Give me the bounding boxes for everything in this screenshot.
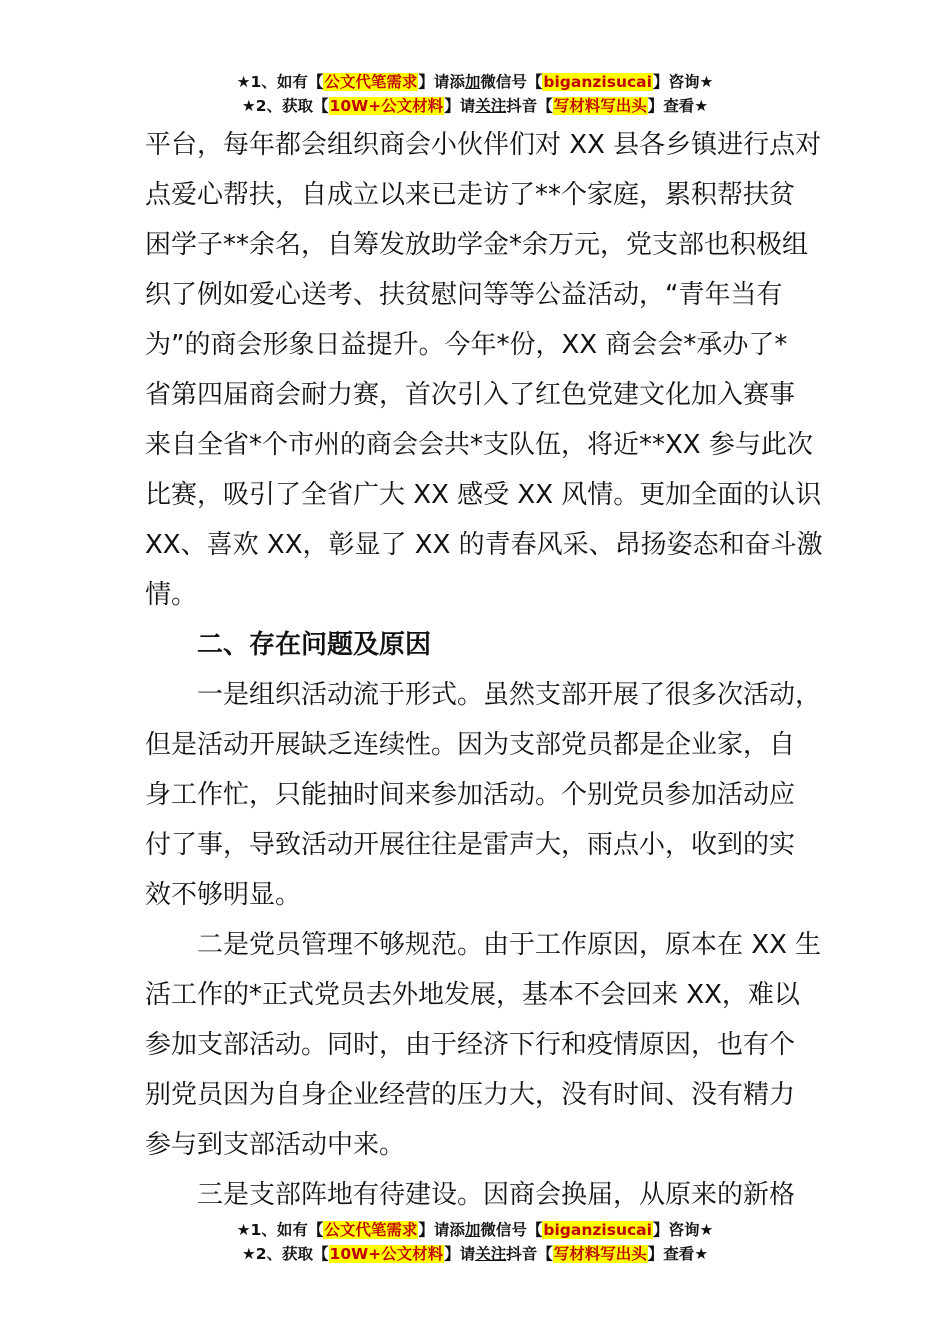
highlight-douyin: 写材料写出头: [553, 1245, 647, 1263]
section-heading: 二、存在问题及原因: [197, 630, 432, 660]
highlight-service: 公文代笔需求: [324, 73, 418, 91]
paragraph-activities: 平台，每年都会组织商会小伙伴们对 XX 县各乡镇进行点对 点爱心帮扶，自成立以来已走访了**个家庭，累积帮扶贫 困学子**余名，自筹发放助学金*余万元，党支部也积极组 织了例如爱心送考、扶贫慰问等等公益活动，“青年当有 为”的商会形象日益提升。今年*份，XX 商会会*承办了* 省第四届商会耐力赛，首次引入了红色党建文化加入赛事 来自全省*个市州的商会会共*支队伍，将近**XX 参与此次 比赛，吸引了全省广大 XX 感受 XX 风情。更加全面的认识 XX、喜欢 XX，彰显了 XX 的青春风采、昂扬姿态和奋斗激 情。: [145, 130, 823, 610]
paragraph-problem-1: 一是组织活动流于形式。虽然支部开展了很多次活动， 但是活动开展缺乏连续性。因为支部党员都是企业家，自 身工作忙，只能抽时间来参加活动。个别党员参加活动应 付了事，导致活动开展往往是雷声大，雨点小，收到的实 效不够明显。: [145, 680, 822, 910]
highlight-service: 公文代笔需求: [324, 1221, 418, 1239]
highlight-douyin: 写材料写出头: [553, 97, 647, 115]
star-icon: ★: [236, 73, 251, 91]
star-icon: ★: [241, 1245, 256, 1263]
highlight-materials: 10W+公文材料: [329, 1245, 444, 1263]
highlight-wechat-id: biganzisucai: [543, 73, 652, 91]
notice-line-1: ★1、如有【公文代笔需求】请添加微信号【biganzisucai】咨询★: [236, 1221, 714, 1239]
star-icon: ★: [241, 97, 256, 115]
highlight-wechat-id: biganzisucai: [543, 1221, 652, 1239]
notice-line-1: ★1、如有【公文代笔需求】请添加微信号【biganzisucai】咨询★: [236, 73, 714, 91]
highlight-materials: 10W+公文材料: [329, 97, 444, 115]
notice-line-2: ★2、获取【10W+公文材料】请关注抖音【写材料写出头】查看★: [241, 97, 709, 115]
star-icon: ★: [236, 1221, 251, 1239]
notice-line-2: ★2、获取【10W+公文材料】请关注抖音【写材料写出头】查看★: [241, 1245, 709, 1263]
header-notice: [0, 70, 950, 118]
paragraph-problem-2: 二是党员管理不够规范。由于工作原因，原本在 XX 生 活工作的*正式党员去外地发展，基本不会回来 XX，难以 参加支部活动。同时，由于经济下行和疫情原因，也有个 别党员因为自身企业经营的压力大，没有时间、没有精力 参与到支部活动中来。: [145, 930, 822, 1160]
document-body: [145, 120, 835, 1220]
paragraph-problem-3: 三是支部阵地有待建设。因商会换届，从原来的新格: [197, 1180, 796, 1210]
footer-notice: [0, 1218, 950, 1266]
